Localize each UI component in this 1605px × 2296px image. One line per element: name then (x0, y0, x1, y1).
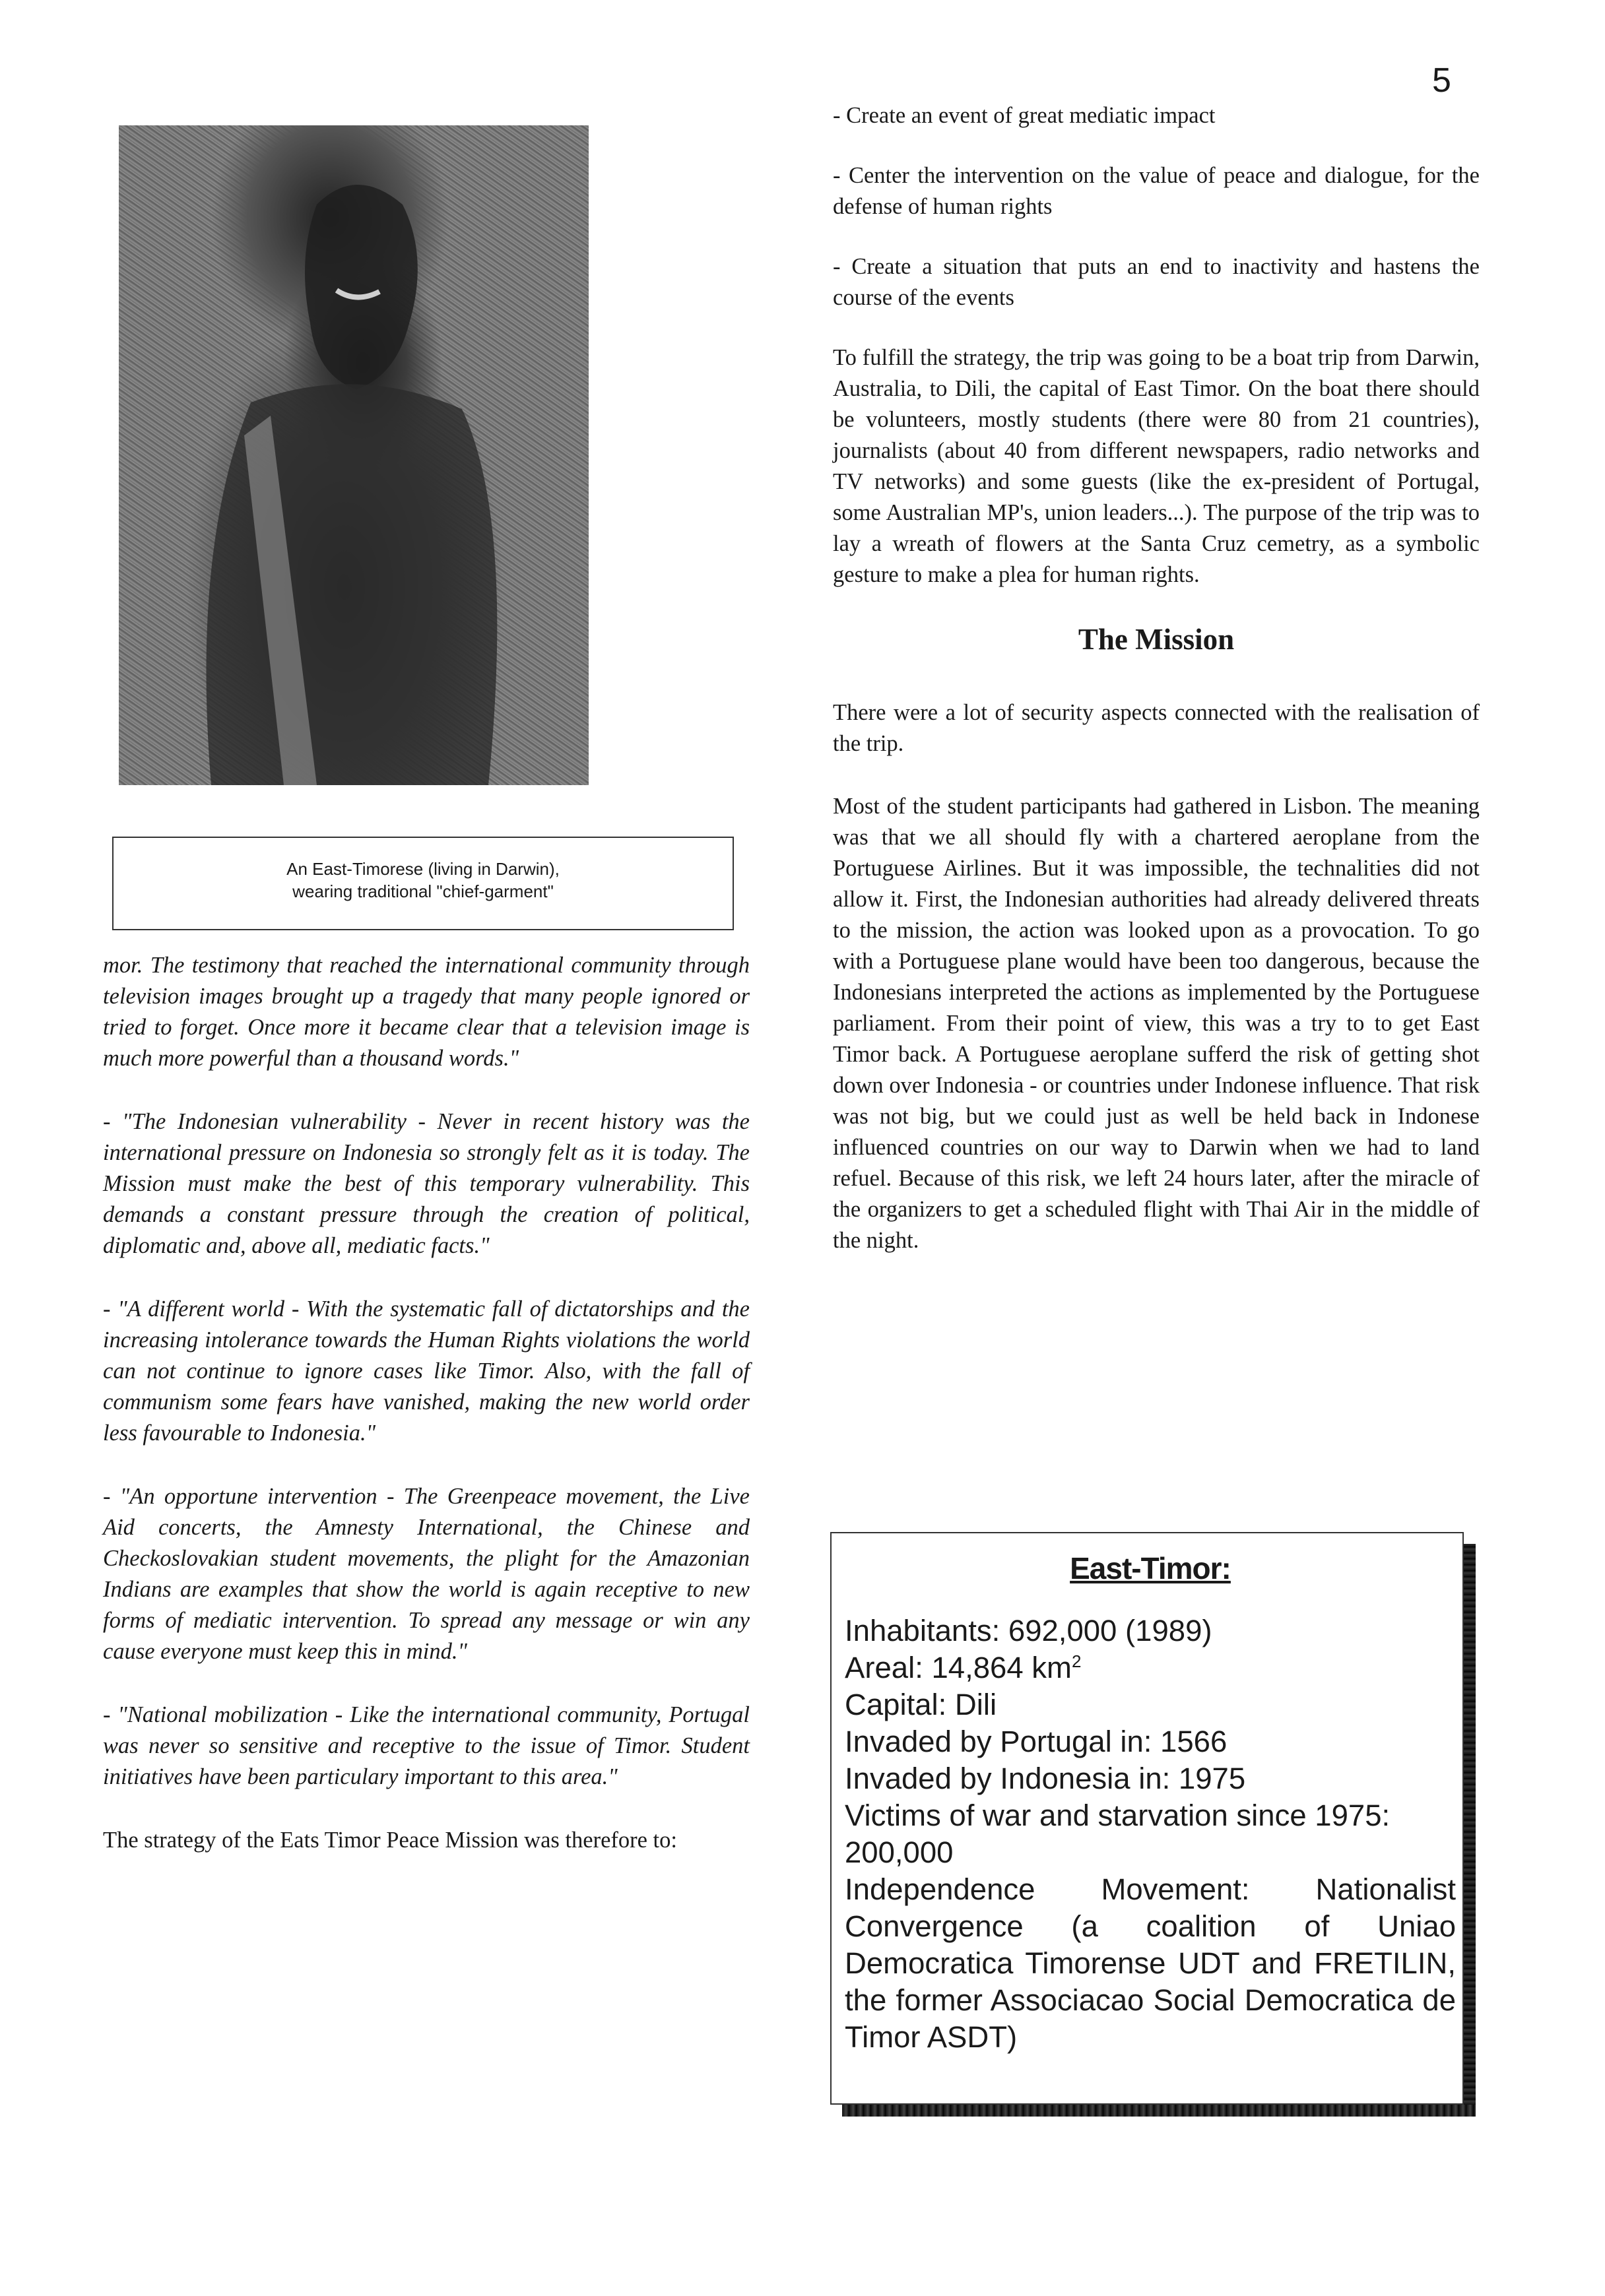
fact-capital: Capital: Dili (845, 1688, 997, 1721)
caption-line-2: wearing traditional "chief-garment" (292, 881, 554, 901)
fact-invaded-portugal: Invaded by Portugal in: 1566 (845, 1725, 1228, 1758)
quote-paragraph: - "National mobilization - Like the international community, Portugal was never so sensitive and receptive to the issue of Timor. Student initiatives have been particulary important to this area." (103, 1702, 750, 1789)
mission-paragraph: There were a lot of security aspects connected with the realisation of the trip. (833, 700, 1480, 756)
info-box-shadow (842, 2105, 1476, 2117)
east-timor-fact-box (830, 1532, 1464, 2105)
fact-inhabitants: Inhabitants: 692,000 (1989) (845, 1614, 1212, 1647)
fact-victims: Victims of war and starvation since 1975: 200,000 (845, 1799, 1391, 1869)
fact-independence-movement: Independence Movement: Nationalist Convergence (a coalition of Uniao Democratica Timorense UDT and FRETILIN, the former Associacao Social Democratica de Timor ASDT) (845, 1872, 1456, 2054)
section-heading-mission: The Mission (1078, 623, 1235, 656)
quote-paragraph: - "The Indonesian vulnerability - Never in recent history was the international pressure on Indonesia so strongly felt as it is today. The Mission must make the best of this temporary vulnerability. This demands a constant pressure through the creation of political, diplomatic and, above all, mediatic facts." (103, 1109, 750, 1258)
strategy-intro-paragraph: The strategy of the Eats Timor Peace Mission was therefore to: (103, 1828, 677, 1853)
strategy-paragraph: To fulfill the strategy, the trip was going to be a boat trip from Darwin, Australia, to Dili, the capital of East Timor. On the boat there should be volunteers, mostly students (there were 80 from 21 countries), journalists (about 40 from different newspapers, radio networks and TV networks) and some guests (like the ex-president of Portugal, some Australian MP's, union leaders...). The purpose of the trip was to lay a wreath of flowers at the Santa Cruz cemetry, as a symbolic gesture to make a plea for human rights. (833, 345, 1480, 587)
fact-areal-unit-superscript: 2 (1071, 1651, 1082, 1671)
left-column (103, 950, 750, 1888)
fact-areal-value: Areal: 14,864 km (845, 1651, 1072, 1684)
strategy-item: - Create an event of great mediatic impact (833, 103, 1216, 128)
photo-figure-illustration (119, 125, 589, 785)
photo-east-timorese-man (119, 125, 589, 785)
quote-paragraph: mor. The testimony that reached the international community through television images brought up a tragedy that many people ignored or tried to forget. Once more it became clear that a television image is much more powerful than a thousand words." (103, 953, 750, 1071)
fact-box-title: East-Timor: (1070, 1551, 1231, 1585)
info-box-shadow (1464, 1544, 1476, 2117)
caption-line-1: An East-Timorese (living in Darwin), (286, 859, 560, 879)
fact-areal (845, 1649, 1456, 1686)
quote-paragraph: - "An opportune intervention - The Greenpeace movement, the Live Aid concerts, the Amnesty International, the Chinese and Checkoslovakian student movements, the plight for the Amazonian Indians are examples that show the world is again receptive to new forms of mediatic intervention. To spread any message or win any cause everyone must keep this in mind." (103, 1484, 750, 1664)
strategy-item: - Create a situation that puts an end to inactivity and hastens the course of the events (833, 254, 1480, 310)
fact-invaded-indonesia: Invaded by Indonesia in: 1975 (845, 1762, 1246, 1795)
right-column (833, 100, 1480, 1288)
strategy-item: - Center the intervention on the value of peace and dialogue, for the defense of human rights (833, 163, 1480, 219)
quote-paragraph: - "A different world - With the systematic fall of dictatorships and the increasing intolerance towards the Human Rights violations the world can not continue to ignore cases like Timor. Also, with the fall of communism some fears have vanished, making the new world order less favourable to Indonesia." (103, 1296, 750, 1446)
photo-caption (112, 837, 734, 930)
mission-paragraph: Most of the student participants had gathered in Lisbon. The meaning was that we all should fly with a chartered aeroplane from the Portuguese Airlines. But it was impossible, the technalities did not allow it. First, the Indonesian authorities had already delivered threats to the mission, the action was looked upon as a provocation. To go with a Portuguese plane would have been too dangerous, because the Indonesians interpreted the actions as implemented by the Portuguese parliament. From their point of view, this was a try to to get East Timor back. A Portuguese aeroplane sufferd the risk of getting shot down over Indonesia - or countries under Indonese influence. That risk was not big, but we could just as well be held back in Indonese influenced countries on our way to Darwin when we had to land refuel. Because of this risk, we left 24 hours later, after the miracle of the organizers to get a scheduled flight with Thai Air in the middle of the night. (833, 794, 1480, 1253)
page-number: 5 (1432, 61, 1451, 100)
